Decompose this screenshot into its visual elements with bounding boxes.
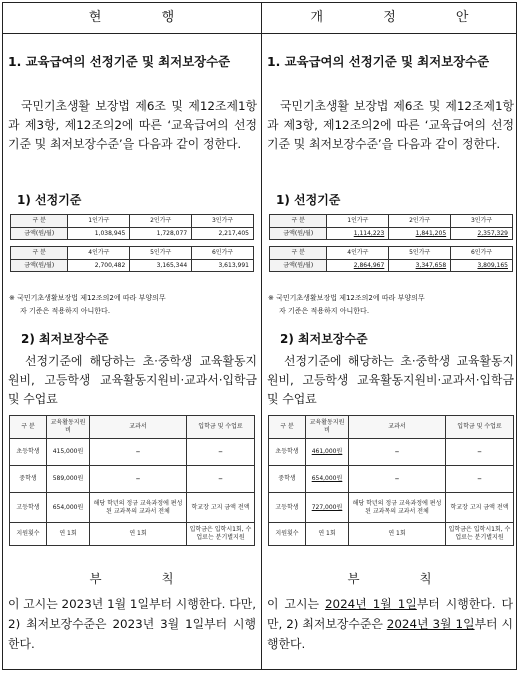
selection-criteria-heading: 1) 선정기준 — [17, 193, 82, 207]
note — [268, 292, 514, 318]
table-header-cell: 입학금 및 수업료 — [187, 416, 255, 439]
row-label-cell: 초등학생 — [10, 439, 47, 466]
note-text-line2: 자 기준은 적용하지 아니한다. — [20, 307, 111, 315]
household-size-cell: 5인가구 — [389, 247, 451, 260]
amount-cell: 1,038,945 — [68, 227, 130, 240]
household-size-cell: 6인가구 — [192, 247, 254, 260]
minimum-level-paragraph: 선정기준에 해당하는 초·중학생 교육활동지원비, 고등학생 교육활동지원비·교과서·입학금 및 수업료 — [267, 354, 514, 406]
amount-cell: 3,347,658 — [389, 259, 451, 272]
frequency-cell: 연 1회 — [306, 523, 349, 546]
row-label-cell: 초등학생 — [269, 439, 306, 466]
dash-cell: – — [446, 466, 514, 493]
supplementary-title: 부 칙 — [347, 571, 460, 586]
suppl-text: 부터 시행한다. — [267, 617, 513, 651]
amount-cell: 2,217,405 — [192, 227, 254, 240]
minimum-level-heading: 2) 최저보장수준 — [280, 332, 368, 346]
household-size-cell: 6인가구 — [451, 247, 513, 260]
note-text-line1: 국민기초생활보장법 제12조의2에 따라 부양의무 — [17, 294, 166, 302]
row-label-cell: 중학생 — [269, 466, 306, 493]
household-size-cell: 1인가구 — [68, 215, 130, 228]
household-size-cell: 4인가구 — [68, 247, 130, 260]
section-title: 1. 교육급여의 선정기준 및 최저보장수준 — [8, 54, 231, 69]
household-size-cell: 4인가구 — [327, 247, 389, 260]
fee-cell: 학교장 고지 금액 전액 — [446, 493, 514, 523]
frequency-cell: 연 1회 — [90, 523, 187, 546]
support-amount-cell: 654,000원 — [47, 493, 90, 523]
household-size-cell: 3인가구 — [451, 215, 513, 228]
fee-cell: 학교장 고지 금액 전액 — [187, 493, 255, 523]
dash-cell: – — [187, 466, 255, 493]
table-header-cell: 구 분 — [270, 247, 327, 260]
table-header-cell: 구 분 — [10, 416, 47, 439]
suppl-text: 이 고시는 — [8, 597, 62, 611]
frequency-cell: 연 1회 — [47, 523, 90, 546]
minimum-level-heading: 2) 최저보장수준 — [21, 332, 109, 346]
note-text-line2: 자 기준은 적용하지 아니한다. — [279, 307, 370, 315]
household-size-cell: 5인가구 — [130, 247, 192, 260]
dash-cell: – — [187, 439, 255, 466]
frequency-cell: 입학금은 입학시1회, 수업료는 분기별지원 — [187, 523, 255, 546]
dash-cell: – — [90, 439, 187, 466]
dash-cell: – — [90, 466, 187, 493]
supplementary-title: 부 칙 — [89, 571, 202, 586]
table-header-cell: 구 분 — [11, 215, 68, 228]
revised-column — [262, 3, 517, 669]
amount-cell: 3,613,991 — [192, 259, 254, 272]
dash-cell: – — [349, 466, 446, 493]
household-size-cell: 2인가구 — [389, 215, 451, 228]
row-label-cell: 지원횟수 — [10, 523, 47, 546]
amount-label-cell: 금액(원/월) — [11, 259, 68, 272]
suppl-text: 부터 시행한다. 다만, 2) 최저보장수준은 — [8, 597, 256, 631]
amount-cell: 2,700,482 — [68, 259, 130, 272]
row-label-cell: 중학생 — [10, 466, 47, 493]
amount-label-cell: 금액(원/월) — [11, 227, 68, 240]
table-header-cell: 구 분 — [270, 215, 327, 228]
selection-criteria-table — [10, 214, 254, 272]
current-column — [3, 3, 260, 669]
textbook-cell: 해당 학년의 정규 교육과정에 편성된 교과목의 교과서 전체 — [349, 493, 446, 523]
effective-date: 2024년 1월 1일 — [324, 597, 417, 611]
comparison-table — [2, 2, 517, 670]
selection-criteria-table — [269, 214, 513, 272]
note — [9, 292, 257, 318]
amount-cell: 1,841,205 — [389, 227, 451, 240]
dash-cell: – — [349, 439, 446, 466]
frequency-cell: 연 1회 — [349, 523, 446, 546]
amount-label-cell: 금액(원/월) — [270, 259, 327, 272]
amount-cell: 3,809,165 — [451, 259, 513, 272]
table-header-cell: 구 분 — [269, 416, 306, 439]
support-amount-cell: 461,000원 — [306, 439, 349, 466]
table-header-cell: 교과서 — [90, 416, 187, 439]
section-title: 1. 교육급여의 선정기준 및 최저보장수준 — [267, 54, 490, 69]
minimum-level-paragraph: 선정기준에 해당하는 초·중학생 교육활동지원비, 고등학생 교육활동지원비·교과서·입학금 및 수업료 — [8, 354, 257, 406]
table-header-cell: 입학금 및 수업료 — [446, 416, 514, 439]
effective-date: 2023년 1월 1일 — [61, 597, 149, 611]
table-header-cell: 구 분 — [11, 247, 68, 260]
note-mark: ※ — [268, 294, 274, 302]
minimum-level-table — [268, 415, 514, 546]
amount-label-cell: 금액(원/월) — [270, 227, 327, 240]
amount-cell: 1,114,223 — [327, 227, 389, 240]
table-header-cell: 교육활동지원비 — [47, 416, 90, 439]
table-header-cell: 교과서 — [349, 416, 446, 439]
household-size-cell: 3인가구 — [192, 215, 254, 228]
row-label-cell: 지원횟수 — [269, 523, 306, 546]
note-mark: ※ — [9, 294, 15, 302]
suppl-text: 이 고시는 — [267, 597, 325, 611]
amount-cell: 3,165,344 — [130, 259, 192, 272]
supplementary-body — [8, 594, 256, 654]
intro-paragraph: 국민기초생활 보장법 제6조 및 제12조제1항과 제3항, 제12조의2에 따른 ‘교육급여의 선정기준 및 최저보장수준’을 다음과 같이 정한다. — [8, 99, 257, 151]
effective-date: 2024년 3월 1일 — [386, 617, 475, 631]
supplementary-body — [267, 594, 513, 654]
row-label-cell: 고등학생 — [269, 493, 306, 523]
frequency-cell: 입학금은 입학시1회, 수업료는 분기별지원 — [446, 523, 514, 546]
household-size-cell: 2인가구 — [130, 215, 192, 228]
support-amount-cell: 727,000원 — [306, 493, 349, 523]
selection-criteria-heading: 1) 선정기준 — [276, 193, 341, 207]
household-size-cell: 1인가구 — [327, 215, 389, 228]
current-header: 현 행 — [88, 10, 203, 25]
row-label-cell: 고등학생 — [10, 493, 47, 523]
note-text-line1: 국민기초생활보장법 제12조의2에 따라 부양의무 — [276, 294, 425, 302]
dash-cell: – — [446, 439, 514, 466]
revised-header: 개 정 안 — [310, 10, 497, 25]
amount-cell: 2,864,967 — [327, 259, 389, 272]
support-amount-cell: 589,000원 — [47, 466, 90, 493]
support-amount-cell: 415,000원 — [47, 439, 90, 466]
textbook-cell: 해당 학년의 정규 교육과정에 편성된 교과목의 교과서 전체 — [90, 493, 187, 523]
table-header-cell: 교육활동지원비 — [306, 416, 349, 439]
suppl-text: 부터 시행한다. 다만, 2) 최저보장수준은 — [267, 597, 513, 631]
amount-cell: 2,357,329 — [451, 227, 513, 240]
intro-paragraph: 국민기초생활 보장법 제6조 및 제12조제1항과 제3항, 제12조의2에 따른 ‘교육급여의 선정기준 및 최저보장수준’을 다음과 같이 정한다. — [267, 99, 514, 151]
amount-cell: 1,728,077 — [130, 227, 192, 240]
minimum-level-table — [9, 415, 255, 546]
support-amount-cell: 654,000원 — [306, 466, 349, 493]
effective-date: 2023년 3월 1일 — [112, 617, 205, 631]
suppl-text: 부터 시행한다. — [8, 617, 256, 651]
